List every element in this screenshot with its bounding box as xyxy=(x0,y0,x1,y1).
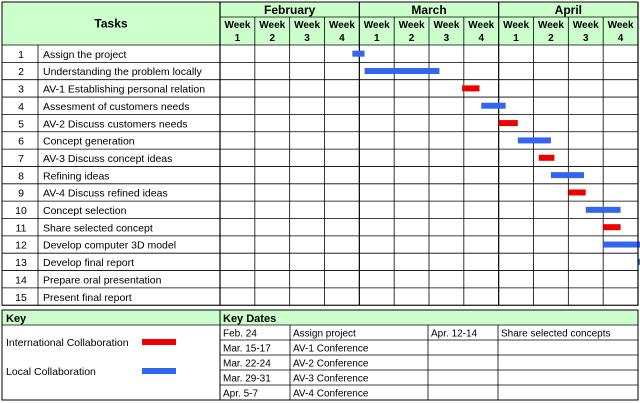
month-label: March xyxy=(411,3,447,17)
week-label-word: Week xyxy=(259,20,286,31)
key-date: Mar. 29-31 xyxy=(223,373,271,385)
week-label-number: 1 xyxy=(373,33,380,44)
gantt-bar-local xyxy=(518,137,551,143)
week-label-number: 4 xyxy=(478,33,485,44)
task-number: 11 xyxy=(15,222,27,235)
key-date-event: Assign project xyxy=(293,328,356,340)
week-label-number: 2 xyxy=(269,33,276,44)
key-date: Mar. 15-17 xyxy=(223,343,271,355)
key-date: Apr. 12-14 xyxy=(431,328,478,340)
task-number: 2 xyxy=(18,66,24,79)
task-name: Assign the project xyxy=(43,48,127,61)
task-number: 10 xyxy=(15,205,27,217)
key-date-event: AV-1 Conference xyxy=(293,343,369,355)
key-date-event: AV-2 Conference xyxy=(293,358,369,370)
task-name: Understanding the problem locally xyxy=(43,66,202,79)
task-number: 7 xyxy=(18,152,24,165)
task-number: 14 xyxy=(15,274,27,287)
task-name: AV-2 Discuss customers needs xyxy=(43,118,188,131)
gantt-bar-local xyxy=(551,172,584,178)
week-label-number: 3 xyxy=(443,33,450,44)
key-swatch-local xyxy=(142,368,176,374)
week-label-number: 3 xyxy=(304,33,310,44)
task-number: 4 xyxy=(18,100,24,113)
key-date-event: AV-3 Conference xyxy=(293,373,369,385)
task-name: Refining ideas xyxy=(43,170,110,183)
task-number: 13 xyxy=(15,257,27,270)
gantt-bar-international xyxy=(539,155,555,161)
key-item-label: International Collaboration xyxy=(6,337,129,349)
week-label-number: 1 xyxy=(513,33,519,44)
key-item-label: Local Collaboration xyxy=(6,366,96,378)
tasks-header: Tasks xyxy=(94,16,128,31)
task-name: Develop computer 3D model xyxy=(43,239,177,252)
gantt-bar-local xyxy=(481,103,505,109)
week-label-word: Week xyxy=(468,20,495,31)
week-label-word: Week xyxy=(607,20,634,31)
task-name: Prepare oral presentation xyxy=(43,274,162,287)
task-name: Assesment of customers needs xyxy=(43,100,190,113)
gantt-bar-international xyxy=(568,189,585,195)
task-number: 6 xyxy=(18,135,24,148)
gantt-bar-international xyxy=(603,224,620,230)
task-name: Concept generation xyxy=(43,135,135,148)
week-label-number: 4 xyxy=(339,33,345,44)
week-label-number: 3 xyxy=(582,33,589,44)
key-swatch-international xyxy=(142,339,176,345)
week-label-number: 1 xyxy=(234,33,241,44)
week-label-word: Week xyxy=(537,20,564,31)
task-number: 15 xyxy=(15,291,27,304)
gantt-bar-local xyxy=(586,207,621,213)
task-name: AV-1 Establishing personal relation xyxy=(43,83,206,96)
month-label: April xyxy=(554,3,583,17)
key-date: Apr. 5-7 xyxy=(223,388,259,400)
task-name: Share selected concept xyxy=(43,222,153,235)
task-name: AV-3 Discuss concept ideas xyxy=(43,152,173,165)
task-name: Develop final report xyxy=(43,257,135,270)
task-number: 8 xyxy=(18,170,24,183)
task-name: AV-4 Discuss refined ideas xyxy=(43,187,168,200)
week-label-number: 2 xyxy=(548,33,554,44)
week-label-word: Week xyxy=(503,20,530,31)
key-date: Feb. 24 xyxy=(223,328,257,340)
week-label-word: Week xyxy=(328,20,355,31)
week-label-word: Week xyxy=(572,20,599,31)
task-number: 1 xyxy=(18,48,24,61)
week-label-word: Week xyxy=(398,20,425,31)
week-label-word: Week xyxy=(224,20,251,31)
week-label-word: Week xyxy=(433,20,460,31)
task-number: 9 xyxy=(18,187,24,200)
week-label-word: Week xyxy=(363,20,390,31)
key-title: Key xyxy=(6,313,27,325)
task-number: 5 xyxy=(18,118,24,131)
gantt-bar-international xyxy=(499,120,518,126)
key-date: Mar. 22-24 xyxy=(223,358,271,370)
week-label-number: 2 xyxy=(408,33,415,44)
gantt-bar-local xyxy=(365,68,440,74)
week-label-word: Week xyxy=(294,20,321,31)
gantt-bar-international xyxy=(462,85,479,91)
task-number: 3 xyxy=(18,83,24,96)
key-date-event: Share selected concepts xyxy=(501,328,611,340)
task-number: 12 xyxy=(15,239,27,252)
key-dates-title: Key Dates xyxy=(223,313,277,325)
gantt-bar-local xyxy=(352,51,364,57)
gantt-bar-local xyxy=(603,242,640,248)
task-name: Present final report xyxy=(43,291,132,304)
key-header-background xyxy=(2,310,638,325)
task-name: Concept selection xyxy=(43,205,127,217)
week-label-number: 4 xyxy=(617,33,624,44)
month-label: February xyxy=(263,3,316,17)
key-date-event: AV-4 Conference xyxy=(293,388,369,400)
